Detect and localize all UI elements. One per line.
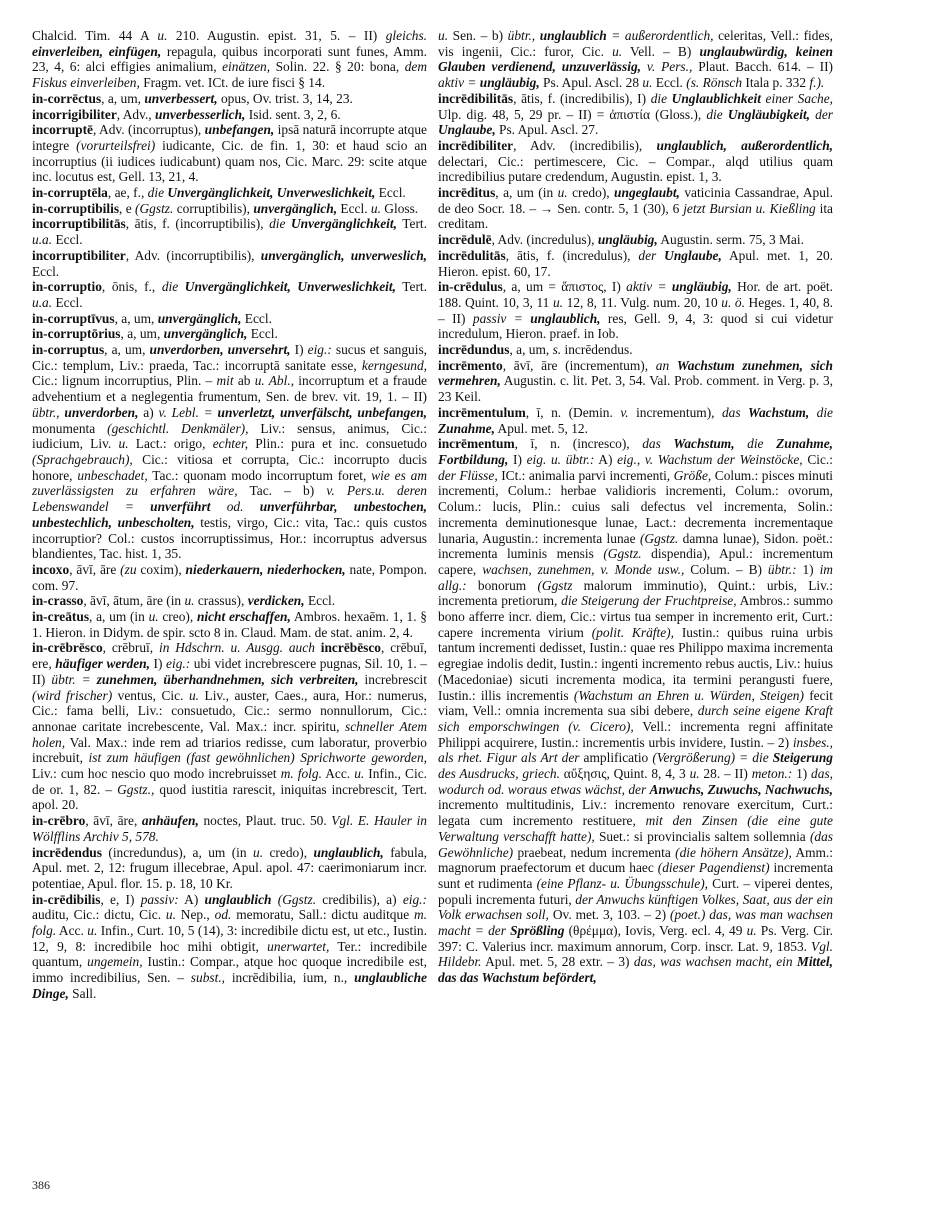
dictionary-entry: in-creātus, a, um (in u. creo), nicht erschaffen, Ambros. hexaēm. 1, 1. § 1. Hieron. in Didym. de spir. scto 8 in. Claud. Mam. de stat. anim. 2, 4. <box>32 609 428 640</box>
dictionary-entry: in-corruptibilis, e (Ggstz. corruptibilis), unvergänglich, Eccl. u. Gloss. <box>32 200 419 216</box>
dictionary-entry: incrēdulitās, ātis, f. (incredulus), der Unglaube, Apul. met. 1, 20. Hieron. epist. 60, 17. <box>438 247 833 279</box>
dictionary-entry: incorruptibilitās, ātis, f. (incorruptibilis), die Unvergänglichkeit, Tert. u.a. Eccl. <box>32 216 427 248</box>
dictionary-entry: incorruptibiliter, Adv. (incorruptibilis), unvergänglich, unverweslich, Eccl. <box>32 247 427 279</box>
dictionary-entry: Chalcid. Tim. 44 A u. 210. Augustin. epist. 31, 5. – II) gleichs. einverleiben, einfügen, repagula, quibus incorporati sunt funes, Amm. 23, 4, 6: alci effigies animalium, einätzen, Solin. 22. § 20: bona, dem Fiskus einverleiben, Fragm. vet. ICt. de iure fisci § 14. <box>32 28 428 91</box>
dictionary-entry: u. Sen. – b) übtr., unglaublich = außerordentlich, celeritas, Vell.: fides, vis ingenii, Cic.: furor, Cic. u. Vell. – B) unglaubwürdig, keinen Glauben verdienend, unzuverlässig, v. Pers., Plaut. Bacch. 614. – II) aktiv = ungläubig, Ps. Apul. Ascl. 28 u. Eccl. (s. Rönsch Itala p. 332 f.). <box>438 28 834 91</box>
dictionary-entry: incorruptē, Adv. (incorruptus), unbefangen, ipsā naturā incorrupte atque integre (vorurteilsfrei) iudicante, Cic. de fin. 1, 30: et haud scio an incorruptius (ii iudices iudicabunt) quam nos, Cic. Marc. 29: scite atque inc. locutus est, Gell. 13, 21, 4. <box>32 122 428 185</box>
left-column <box>32 28 427 1002</box>
page-number: 386 <box>32 1178 50 1192</box>
dictionary-entry: incrēdulē, Adv. (incredulus), ungläubig, Augustin. serm. 75, 3 Mai. <box>438 232 804 248</box>
dictionary-entry: in-crasso, āvī, ātum, āre (in u. crassus), verdicken, Eccl. <box>32 593 336 609</box>
dictionary-entry: incoxo, āvī, āre (zu coxim), niederkauern, niederhocken, nate, Pompon. com. 97. <box>32 561 427 593</box>
dictionary-entry: incrēditus, a, um (in u. credo), ungeglaubt, vaticinia Cassandrae, Apul. de deo Socr. 18. – → Sen. contr. 5, 1 (30), 6 jetzt Bursian u. Kießling ita creditam. <box>438 185 834 232</box>
dictionary-entry: in-corruptus, a, um, unverdorben, unversehrt, I) eig.: sucus et sanguis, Cic.: templum, Liv.: praeda, Tac.: incorruptā sanitate esse, kerngesund, Cic.: lignum incorruptius, Plin. – mit ab u. Abl., incorruptum et a fraude advehentium et a neglegentia frumentum, Sen. de brev. vit. 19, 1. – II) übtr., unverdorben, a) v. Lebl. = unverletzt, unverfälscht, unbefangen, monumenta (geschichtl. Denkmäler), Liv.: sensus, animus, Cic.: iudicium, Liv. u. Lact.: origo, echter, Plin.: pura et inc. consuetudo (Sprachgebrauch), Cic.: vitiosa et corrupta, Cic.: incorrupto ducis honore, unbeschadet, Tac.: quonam modo incorruptum foret, wie es am zuverlässigsten zu erfahren wäre, Tac. – b) v. Pers.u. deren Lebenswandel = unverführt od. unverführbar, unbestochen, unbestechlich, unbescholten, testis, virgo, Cic.: vita, Tac.: quis custos incorruptior? Col.: custos incorruptissimus, Hor.: incorruptus adversus blandientes, Tac. hist. 1, 35. <box>32 342 428 562</box>
dictionary-entry: incrēmentum, ī, n. (incresco), das Wachstum, die Zunahme, Fortbildung, I) eig. u. übtr.: A) eig., v. Wachstum der Weinstöcke, Cic.: der Flüsse, ICt.: animalia parvi incrementi, Größe, Colum.: pisces minuti incrementi, Colum.: herbae validioris incrementi, Colum.: ovorum, Colum.: lucis, Plin.: cuius sali defectus vel incrementa, Solin.: incrementa deminutionesque lunae, Lact.: decrementa incrementaque lunaria, Augustin.: incrementa lunae (Ggstz. damna lunae), Sidon. poët.: incrementa luminis mensis (Ggstz. dispendia), Apul.: incrementum capere, wachsen, zunehmen, v. Monde usw., Colum. – B) übtr.: 1) im allg.: bonorum (Ggstz malorum imminutio), Quint.: urbis, Liv.: incrementa pretiorum, die Steigerung der Fruchtpreise, Ambros.: summo bono afferre incr. diem, Cic.: virtus tua semper in incremento erit, Curt.: capere incrementa virium (polit. Kräfte), Iustin.: quibus ruina urbis tantum incrementi dedisset, Iustin.: quae res Philippo maxima incrementa egregiae indolis dedit, Iustin.: ingenti incremento rebus auctis, Liv.: huius (Macedoniae) sicuti incrementa modica, ita termini perangusti fuere, Iustin.: illis incrementis (Wachstum an Ehren u. Würden, Steigen) fecit viam, Vell.: omnia incrementa sua sibi debere, durch seine eigene Kraft sich emporschwingen (v. Cicero), Vell.: incrementa regni affinitate Philippi acquirere, Iustin.: incrementis urbis invidere, Iustin. – 2) insbes., als rhet. Figur als Art der amplificatio (Vergrößerung) = die Steigerung des Ausdrucks, griech. αὔξησις, Quint. 8, 4, 3 u. 28. – II) meton.: 1) das, wodurch od. woraus etwas wächst, der Anwuchs, Zuwuchs, Nachwuchs, incremento multitudinis, Liv.: incremento renovare exercitum, Curt.: legata cum incremento restituere, mit den Zinsen (die eine gute Verwaltung verschafft hatte), Suet.: si provincialis saltem sollemnia (das Gewöhnliche) praebeat, nedum incrementa (die höhern Ansätze), Amm.: magnorum praefectorum et ducum haec (dieser Pagendienst) incrementa sunt et rudimenta (eine Pflanz- u. Übungsschule), Curt. – viperei dentes, populi incrementa futuri, der Anwuchs künftigen Volkes, Saat, aus der ein Volk erwachsen soll, Ov. met. 3, 103. – 2) (poet.) das, was man wachsen macht = der Sprößling (θρέμμα), Iovis, Verg. ecl. 4, 49 u. Ps. Verg. Cir. 397: C. Valerius incr. maximum annorum, Corp. inscr. Lat. 9, 1853. Vgl. Hildebr. Apul. met. 5, 28 extr. – 3) das, was wachsen macht, ein Mittel, das das Wachstum befördert, <box>438 436 834 986</box>
dictionary-entry: incrēmentulum, ī, n. (Demin. v. incrementum), das Wachstum, die Zunahme, Apul. met. 5, 12. <box>438 404 833 436</box>
dictionary-entry: in-corruptīvus, a, um, unvergänglich, Eccl. <box>32 310 272 326</box>
dictionary-entry: incrēmento, āvī, āre (incrementum), an Wachstum zunehmen, sich vermehren, Augustin. c. lit. Pet. 3, 54. Val. Prob. comment. in Verg. p. 3, 23 Keil. <box>438 357 833 405</box>
dictionary-entry: in-crēbrēsco, crēbruī, in Hdschrn. u. Ausgg. auch incrēbēsco, crēbuī, ere, häufiger werden, I) eig.: ubi videt increbrescere pugnas, Sil. 10, 1. – II) übtr. = zunehmen, überhandnehmen, sich verbreiten, increbrescit (wird frischer) ventus, Cic. u. Liv., auster, Caes., aura, Hor.: numerus, Cic.: fama belli, Liv.: consuetudo, Cic.: sermo nonnullorum, Cic.: annonae caritate increbescente, Val. Max.: incr. spiritu, schneller Atem holen, Val. Max.: inde rem ad triarios redisse, cum laboratur, proverbio increbuit, ist zum häufigen (fast gewöhnlichen) Sprichworte geworden, Liv.: cum hoc nescio quo modo increbruisset m. folg. Acc. u. Infin., Cic. de or. 1, 82. – Ggstz., quod iustitia rarescit, iniquitas increbrescit, Tert. apol. 20. <box>32 640 428 813</box>
dictionary-entry: incorrigibiliter, Adv., unverbesserlich, Isid. sent. 3, 2, 6. <box>32 106 341 122</box>
dictionary-entry: incrēdundus, a, um, s. incrēdendus. <box>438 342 633 358</box>
dictionary-entry: incrēdendus (incredundus), a, um (in u. credo), unglaublich, fabula, Apul. met. 2, 12: frugum illecebrae, Apul. apol. 47: caerimoniarum incr. potentiae, Apul. flor. 15. p. 18, 10 Kr. <box>32 844 427 891</box>
right-column <box>438 28 833 986</box>
dictionary-entry: incrēdibilitās, ātis, f. (incredibilis), I) die Unglaublichkeit einer Sache, Ulp. dig. 48, 5, 29 pr. – II) = ἀπιστία (Gloss.), die Ungläubigkeit, der Unglaube, Ps. Apul. Ascl. 27. <box>438 90 833 138</box>
dictionary-entry: in-corruptōrius, a, um, unvergänglich, Eccl. <box>32 326 278 342</box>
dictionary-entry: in-crēdibilis, e, I) passiv: A) unglaublich (Ggstz. credibilis), a) eig.: auditu, Cic.: dictu, Cic. u. Nep., od. memoratu, Sall.: dictu auditque m. folg. Acc. u. Infin., Curt. 10, 5 (14), 3: incredibile dictu est, ut etc., Iustin. 12, 9, 8: incredibile hoc mihi obtigit, unerwartet, Ter.: incredibile quantum, ungemein, Iustin.: Compar., atque hoc quoque incredibile est, immo incredibilius, Sen. – subst., incrēdibilia, ium, n., unglaubliche Dinge, Sall. <box>32 891 428 1001</box>
dictionary-entry: in-crēdulus, a, um = ἄπιστος, I) aktiv = ungläubig, Hor. de art. poët. 188. Quint. 10, 3, 11 u. 12, 8, 11. Vulg. num. 20, 10 u. ö. Heges. 1, 40, 8. – II) passiv = unglaublich, res, Gell. 9, 4, 3: quod si cui videtur incredulum, Hieron. praef. in Iob. <box>438 279 834 342</box>
dictionary-entry: in-corruptēla, ae, f., die Unvergänglichkeit, Unverweslichkeit, Eccl. <box>32 185 406 201</box>
dictionary-entry: incrēdibiliter, Adv. (incredibilis), unglaublich, außerordentlich, delectari, Cic.: pertimescere, Cic. – Compar., alqd utilius quam incredibilius putare credendum, Augustin. epist. 1, 3. <box>438 137 834 185</box>
dictionary-entry: in-corruptio, ōnis, f., die Unvergänglichkeit, Unverweslichkeit, Tert. u.a. Eccl. <box>32 279 428 310</box>
dictionary-entry: in-crēbro, āvī, āre, anhäufen, noctes, Plaut. truc. 50. Vgl. E. Hauler in Wölfflins Archiv 5, 578. <box>32 813 427 844</box>
dictionary-entry: in-corrēctus, a, um, unverbessert, opus, Ov. trist. 3, 14, 23. <box>32 90 353 106</box>
